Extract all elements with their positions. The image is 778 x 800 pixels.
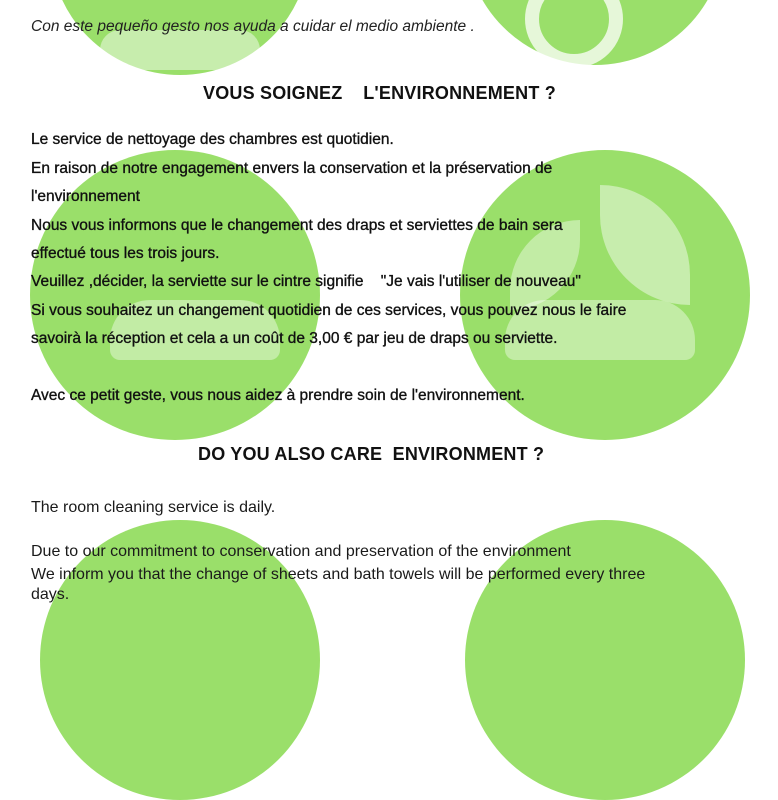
eco-circle-icon	[465, 520, 745, 800]
caring-hands-icon	[100, 30, 260, 70]
french-line: effectué tous les trois jours.	[31, 245, 220, 262]
english-line: Due to our commitment to conservation and preservation of the environment	[31, 543, 571, 560]
spanish-intro-text: Con este pequeño gesto nos ayuda a cuidar el medio ambiente .	[31, 18, 475, 35]
french-line: En raison de notre engagement envers la conservation et la préservation de	[31, 160, 553, 177]
english-line: The room cleaning service is daily.	[31, 499, 276, 516]
french-line: Nous vous informons que le changement des draps et serviettes de bain sera	[31, 217, 563, 234]
french-heading: VOUS SOIGNEZ L'ENVIRONNEMENT ?	[203, 83, 556, 103]
english-line: We inform you that the change of sheets and bath towels will be performed every three	[31, 566, 646, 583]
french-line: l'environnement	[31, 188, 140, 205]
french-closing: Avec ce petit geste, vous nous aidez à prendre soin de l'environnement.	[31, 387, 525, 404]
eco-circle-icon	[40, 520, 320, 800]
french-line: Veuillez ,décider, la serviette sur le cintre signifie "Je vais l'utiliser de nouveau"	[31, 273, 581, 290]
english-line: days.	[31, 586, 70, 603]
french-line: Si vous souhaitez un changement quotidien de ces services, vous pouvez nous le faire	[31, 302, 627, 319]
english-heading: DO YOU ALSO CARE ENVIRONMENT ?	[198, 444, 545, 464]
french-line: Le service de nettoyage des chambres est quotidien.	[31, 131, 394, 148]
french-line: savoirà la réception et cela a un coût de 3,00 € par jeu de draps ou serviette.	[31, 330, 558, 347]
